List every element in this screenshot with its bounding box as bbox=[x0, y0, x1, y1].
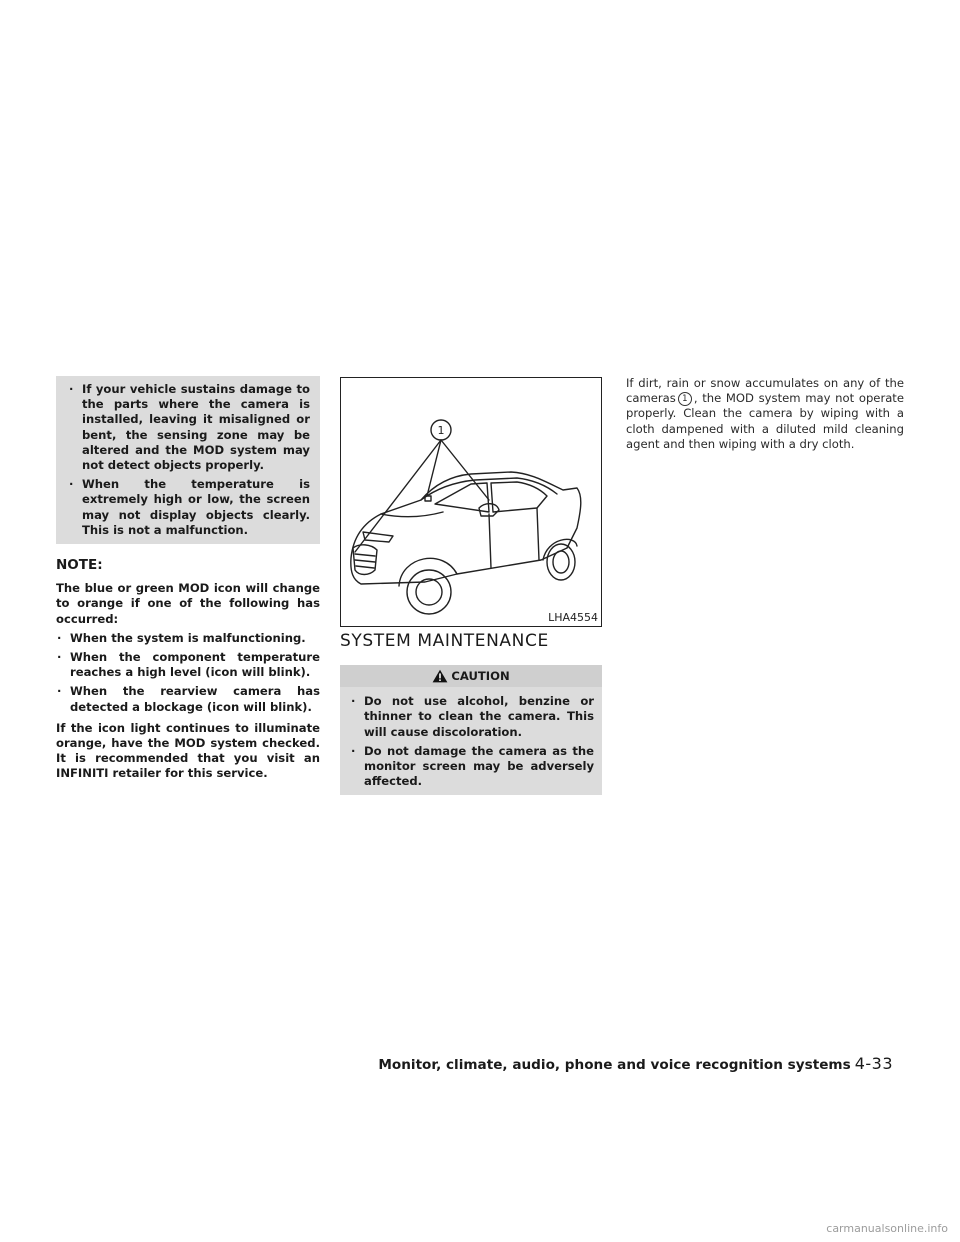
note-intro: The blue or green MOD icon will change to orange if one of the following has occurred: bbox=[56, 581, 320, 626]
caution-bullet: · Do not use alcohol, benzine or thinner to clean the camera. This will cause discoloration. bbox=[350, 694, 594, 740]
warning-box bbox=[56, 376, 320, 544]
note-bullet: · When the system is malfunctioning. bbox=[56, 631, 320, 646]
note-list bbox=[56, 631, 320, 715]
warning-bullet: · If your vehicle sustains damage to the parts where the camera is installed, leaving it misaligned or bent, the sensing zone may be altered and the MOD system may not detect objects properly. bbox=[68, 382, 310, 473]
left-column bbox=[56, 376, 320, 782]
section-title: SYSTEM MAINTENANCE bbox=[340, 631, 549, 651]
caution-header bbox=[340, 665, 602, 687]
closing-paragraph: If the icon light continues to illuminate orange, have the MOD system checked. It is recommended that you visit an INFINITI retailer for this service. bbox=[56, 720, 320, 781]
note-bullet: · When the rearview camera has detected a blockage (icon will blink). bbox=[56, 684, 320, 714]
car-drawing bbox=[341, 378, 601, 626]
page-number: 4-33 bbox=[854, 1054, 893, 1073]
caution-bullet: · Do not damage the camera as the monitor screen may be adversely affected. bbox=[350, 744, 594, 790]
watermark: carmanualsonline.info bbox=[826, 1222, 948, 1235]
right-column bbox=[626, 376, 904, 452]
figure-label: LHA4554 bbox=[548, 611, 598, 624]
note-title: NOTE: bbox=[56, 557, 103, 574]
footer-chapter-title: Monitor, climate, audio, phone and voice recognition systems bbox=[378, 1057, 851, 1073]
paragraph-text-before: If dirt, rain or snow accumulates on any of the cameras bbox=[626, 376, 904, 406]
caution-label: CAUTION bbox=[451, 668, 510, 683]
car-camera-illustration bbox=[340, 377, 602, 627]
maintenance-paragraph bbox=[626, 376, 904, 452]
caution-box bbox=[340, 665, 602, 795]
warning-triangle-icon bbox=[432, 669, 448, 683]
page-footer bbox=[378, 1054, 893, 1073]
figure-callout: 1 bbox=[437, 424, 445, 437]
note-bullet: · When the component temperature reaches a high level (icon will blink). bbox=[56, 650, 320, 680]
callout-1-icon: 1 bbox=[678, 392, 692, 406]
warning-bullet: · When the temperature is extremely high or low, the screen may not display objects clearly. This is not a malfunction. bbox=[68, 477, 310, 538]
middle-column bbox=[340, 631, 602, 795]
paragraph-text-after: , the MOD system may not operate properly. Clean the camera by wiping with a cloth dampened with a diluted mild cleaning agent and then wiping with a dry cloth. bbox=[626, 391, 904, 451]
